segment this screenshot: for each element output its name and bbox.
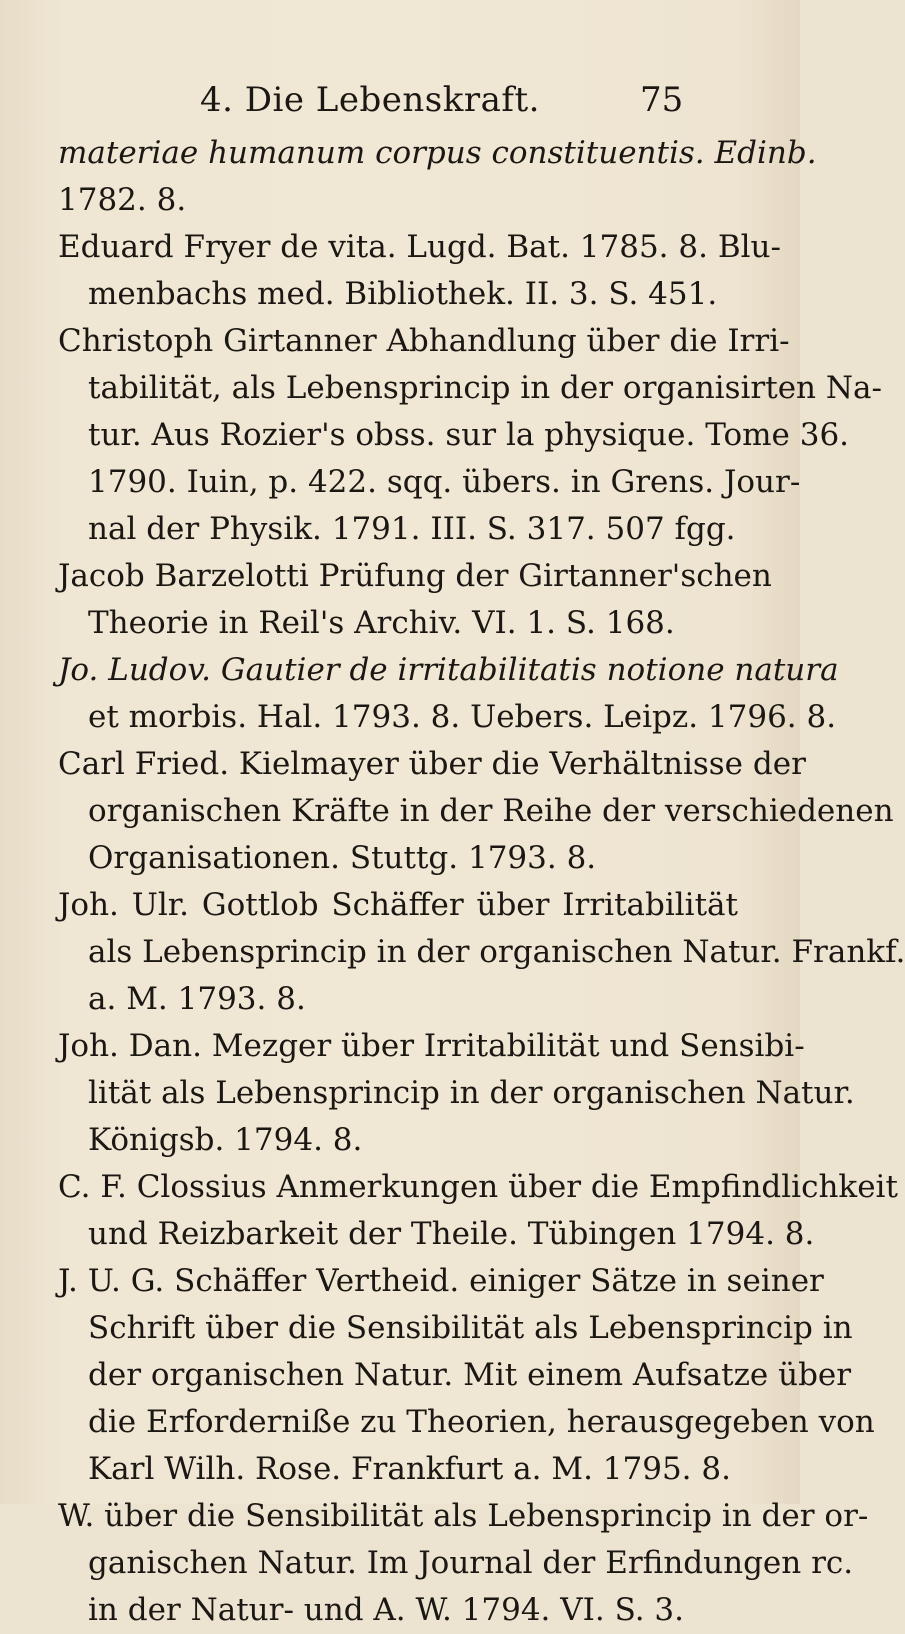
entry-line: Joh. Dan. Mezger über Irritabilität und Sensibi- — [58, 1028, 805, 1064]
entry-line: Christoph Girtanner Abhandlung über die Irri- — [58, 323, 790, 359]
running-title: 4. Die Lebenskraft. — [200, 80, 540, 120]
entry-line: W. über die Sensibilität als Lebensprincip in der or- — [58, 1498, 869, 1534]
entry-line: Schrift über die Sensibilität als Lebensprincip in — [88, 1310, 853, 1346]
bibliography-entry — [58, 1023, 855, 1164]
entry-line: Joh. Ulr. Gottlob Schäffer über Irritabilität — [58, 887, 738, 923]
page-number: 75 — [640, 80, 684, 120]
entry-line: Jo. Ludov. Gautier de irritabilitatis notione natura — [58, 652, 839, 688]
entry-line: die Erforderniße zu Theorien, herausgegeben von — [88, 1404, 875, 1440]
entry-line: Eduard Fryer de vita. Lugd. Bat. 1785. 8. Blu- — [58, 229, 781, 265]
entry-line: der organischen Natur. Mit einem Aufsatze über — [88, 1357, 852, 1393]
bibliography-entry — [58, 1164, 898, 1258]
entry-line: a. M. 1793. 8. — [88, 981, 306, 1017]
entry-line: tur. Aus Rozier's obss. sur la physique. Tome 36. — [88, 417, 850, 453]
entry-line: Organisationen. Stuttg. 1793. 8. — [88, 840, 597, 876]
bibliography-entry — [58, 318, 882, 553]
entry-line: als Lebensprincip in der organischen Natur. Frankf. — [88, 934, 905, 970]
bibliography-entry — [58, 224, 781, 318]
bibliography-entry — [58, 1493, 869, 1634]
bibliography-entry — [58, 130, 817, 224]
entry-line: nal der Physik. 1791. III. S. 317. 507 fgg. — [88, 511, 736, 547]
entry-line: 1782. 8. — [58, 182, 187, 218]
entry-line: und Reizbarkeit der Theile. Tübingen 1794. 8. — [88, 1216, 815, 1252]
entry-line: Theorie in Reil's Archiv. VI. 1. S. 168. — [88, 605, 675, 641]
entry-line: 1790. Iuin, p. 422. sqq. übers. in Grens. Jour- — [88, 464, 801, 500]
entry-line: Karl Wilh. Rose. Frankfurt a. M. 1795. 8. — [88, 1451, 731, 1487]
entry-line: tabilität, als Lebensprincip in der organisirten Na- — [88, 370, 882, 406]
entry-line: C. F. Clossius Anmerkungen über die Empfindlichkeit — [58, 1169, 898, 1205]
entry-line: materiae humanum corpus constituentis. Edinb. — [58, 135, 817, 171]
page-header — [0, 80, 800, 130]
entry-line: menbachs med. Bibliothek. II. 3. S. 451. — [88, 276, 718, 312]
entry-line: J. U. G. Schäffer Vertheid. einiger Sätze in seiner — [58, 1263, 824, 1299]
entry-line: lität als Lebensprincip in der organischen Natur. — [88, 1075, 855, 1111]
bibliography-entry — [58, 741, 894, 882]
bibliography-entry — [58, 647, 839, 741]
entry-line: Carl Fried. Kielmayer über die Verhältnisse der — [58, 746, 806, 782]
entry-line: Jacob Barzelotti Prüfung der Girtanner'schen — [58, 558, 772, 594]
entry-line: organischen Kräfte in der Reihe der verschiedenen — [88, 793, 894, 829]
entry-line: et morbis. Hal. 1793. 8. Uebers. Leipz. 1796. 8. — [88, 699, 837, 735]
entry-line: ganischen Natur. Im Journal der Erfindungen rc. — [88, 1545, 854, 1581]
bibliography-entry — [58, 1258, 875, 1493]
bibliography-list — [58, 130, 905, 1634]
entry-line: in der Natur- und A. W. 1794. VI. S. 3. — [88, 1592, 685, 1628]
bibliography-entry — [58, 882, 905, 1023]
entry-line: Königsb. 1794. 8. — [88, 1122, 363, 1158]
bibliography-entry — [58, 553, 772, 647]
